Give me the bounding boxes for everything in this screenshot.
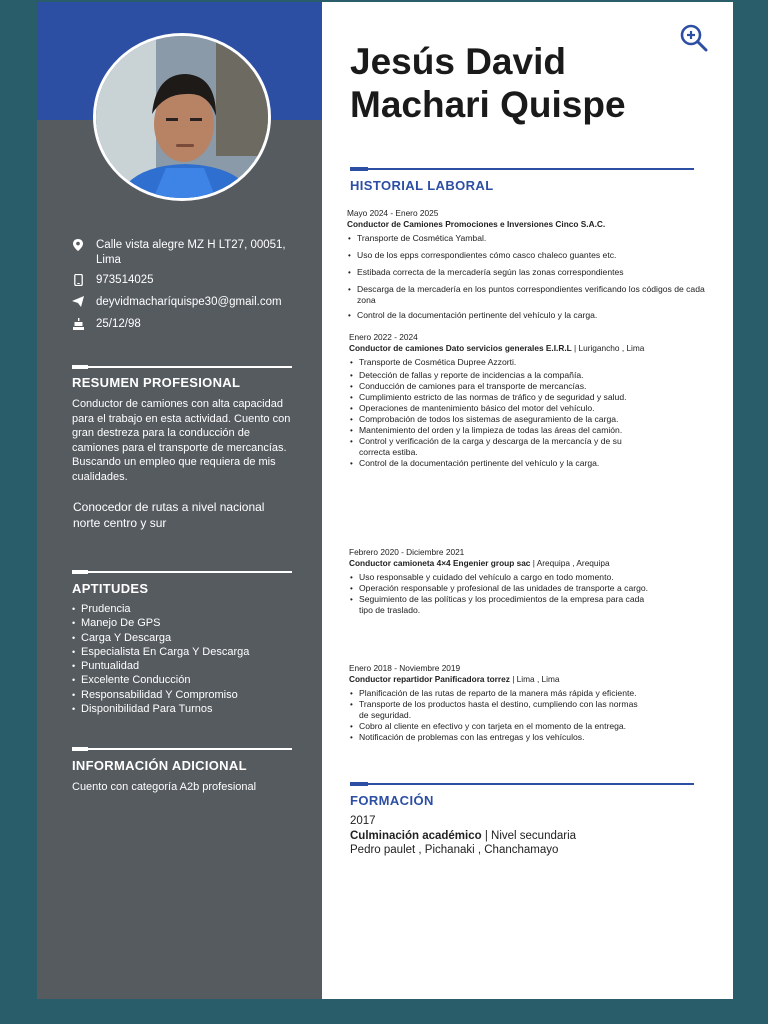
phone-icon — [72, 274, 84, 286]
job-bullets — [347, 233, 722, 321]
skill-item: • Puntualidad — [72, 659, 302, 673]
job-dates: Enero 2022 - 2024 — [349, 332, 418, 342]
name-line-2: Machari Quispe — [350, 84, 626, 125]
education-degree-line — [350, 829, 690, 844]
additional-text: Cuento con categoría A2b profesional — [72, 781, 257, 793]
summary-divider — [72, 366, 292, 368]
education-year: 2017 — [350, 815, 376, 827]
job-title: Conductor camioneta 4×4 Engenier group sac — [349, 558, 531, 568]
additional-divider — [72, 748, 292, 750]
education-level: | Nivel secundaria — [481, 829, 577, 842]
job-title-line — [349, 674, 649, 685]
job-bullet: • Control y verificación de la carga y descarga de la mercancía y de su correcta estiba. — [349, 436, 649, 458]
job-bullet: • Operaciones de mantenimiento básico del motor del vehículo. — [349, 403, 649, 414]
summary-text: Conductor de camiones con alta capacidad para el trabajo en esta actividad. Cuento con gran destreza para la conducción de camiones para el transporte de mercancías. Buscando un empleo que requiera de mis cualidades. — [72, 398, 291, 483]
job-title: Conductor de Camiones Promociones e Inversiones Cinco S.A.C. — [347, 219, 606, 229]
job-bullet: • Uso responsable y cuidado del vehículo a cargo en todo momento. — [349, 572, 649, 583]
avatar-photo — [96, 36, 271, 201]
job-bullet: • Comprobación de todos los sistemas de aseguramiento de la carga. — [349, 414, 649, 425]
zoom-in-icon[interactable] — [678, 22, 710, 54]
job-title-line — [349, 558, 649, 569]
job-bullets — [349, 357, 649, 469]
job-entry — [349, 547, 649, 616]
job-bullet: • Notificación de problemas con las entregas y los vehículos. — [349, 732, 649, 743]
birthdate-text: 25/12/98 — [96, 318, 141, 330]
additional-heading: INFORMACIÓN ADICIONAL — [72, 758, 247, 773]
job-place: | Arequipa , Arequipa — [530, 558, 610, 568]
job-bullet: • Control de la documentación pertinente del vehículo y la carga. — [347, 310, 627, 321]
send-icon — [72, 296, 84, 308]
job-bullet: • Cumplimiento estricto de las normas de tráfico y de seguridad y salud. — [349, 392, 649, 403]
location-pin-icon — [72, 239, 84, 251]
job-title-line — [347, 219, 722, 230]
work-divider — [350, 168, 694, 170]
skill-item: • Excelente Conducción — [72, 673, 302, 687]
job-dates: Febrero 2020 - Diciembre 2021 — [349, 547, 465, 557]
job-dates: Mayo 2024 - Enero 2025 — [347, 208, 439, 218]
name-line-1: Jesús David — [350, 41, 566, 82]
education-entry — [350, 814, 690, 858]
job-title: Conductor de camiones Dato servicios generales E.I.R.L — [349, 343, 572, 353]
summary-heading: RESUMEN PROFESIONAL — [72, 375, 241, 390]
job-bullets — [349, 572, 649, 616]
job-entry — [347, 208, 722, 321]
job-entry — [349, 332, 649, 469]
job-bullet: • Transporte de los productos hasta el destino, cumpliendo con las normas de seguridad. — [349, 699, 649, 721]
job-title: Conductor repartidor Panificadora torrez — [349, 674, 510, 684]
job-title-line — [349, 343, 649, 354]
job-place: | Lurigancho , Lima — [571, 343, 645, 353]
job-bullets — [349, 688, 649, 743]
candidate-name — [350, 40, 690, 126]
job-dates: Enero 2018 - Noviembre 2019 — [349, 663, 461, 673]
education-heading: FORMACIÓN — [350, 793, 434, 808]
job-bullet: • Estibada correcta de la mercadería según las zonas correspondientes — [347, 267, 722, 278]
job-bullet: • Detección de fallas y reporte de incidencias a la compañía. — [349, 370, 649, 381]
phone-text[interactable]: 973514025 — [96, 274, 154, 286]
education-school: Pedro paulet , Pichanaki , Chanchamayo — [350, 844, 559, 856]
address-text: Calle vista alegre MZ H LT27, 00051, Lima — [96, 239, 286, 266]
email-text[interactable]: deyvidmacharíquispe30@gmail.com — [96, 296, 282, 308]
skill-item: • Especialista En Carga Y Descarga — [72, 645, 302, 659]
job-bullet: • Cobro al cliente en efectivo y con tarjeta en el momento de la entrega. — [349, 721, 649, 732]
education-divider — [350, 783, 694, 785]
education-degree: Culminación académico — [350, 829, 482, 842]
skill-item: • Prudencia — [72, 602, 302, 616]
job-bullet: • Uso de los epps correspondientes cómo casco chaleco guantes etc. — [347, 250, 722, 261]
skill-item: • Carga Y Descarga — [72, 631, 302, 645]
skill-item: • Manejo De GPS — [72, 616, 302, 630]
cake-icon — [72, 318, 84, 330]
job-bullet: • Mantenimiento del orden y la limpieza de todas las áreas del camión. — [349, 425, 649, 436]
job-bullet: • Operación responsable y profesional de las unidades de transporte a cargo. — [349, 583, 649, 594]
work-heading: HISTORIAL LABORAL — [350, 178, 494, 193]
skill-item: • Disponibilidad Para Turnos — [72, 702, 302, 716]
job-bullet: • Transporte de Cosmética Yambal. — [347, 233, 722, 244]
job-bullet: • Planificación de las rutas de reparto de la manera más rápida y eficiente. — [349, 688, 649, 699]
job-bullet: • Seguimiento de las políticas y los procedimientos de la empresa para cada tipo de traslado. — [349, 594, 649, 616]
skills-heading: APTITUDES — [72, 581, 149, 596]
job-bullet: • Control de la documentación pertinente del vehículo y la carga. — [349, 458, 649, 469]
job-entry — [349, 663, 649, 743]
job-bullet: • Descarga de la mercadería en los puntos correspondientes verificando los códigos de cada zona — [347, 284, 722, 306]
job-bullet: • Transporte de Cosmética Dupree Azzorti. — [349, 357, 649, 368]
summary-extra: Conocedor de rutas a nivel nacional norte centro y sur — [73, 500, 265, 530]
skills-divider — [72, 571, 292, 573]
job-bullet: • Conducción de camiones para el transporte de mercancías. — [349, 381, 649, 392]
job-place: | Lima , Lima — [509, 674, 560, 684]
skill-item: • Responsabilidad Y Compromiso — [72, 688, 302, 702]
avatar — [93, 33, 271, 201]
skills-list — [72, 602, 302, 716]
